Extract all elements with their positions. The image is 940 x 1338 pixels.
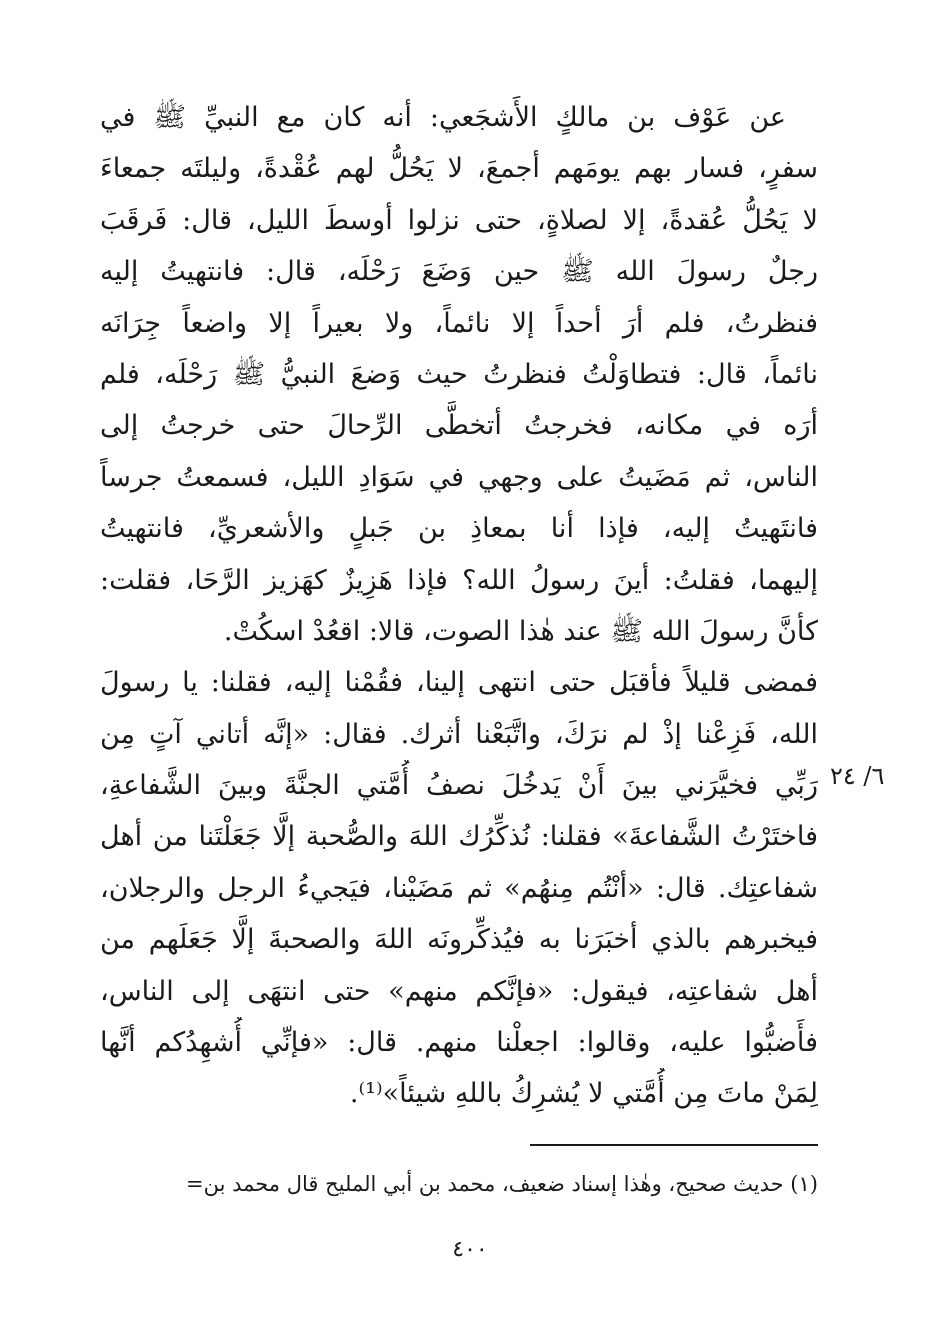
text-line: عن عَوْف بن مالكٍ الأَشجَعي: أنه كان مع النبيِّ ﷺ في	[100, 102, 786, 133]
text-line: فانتَهيتُ إليه، فإذا أنا بمعاذِ بن جَبلٍ والأشعريِّ، فانتهيتُ	[100, 513, 818, 545]
text-line: الله، فَزِعْنا إذْ لم نرَكَ، واتَّبَعْنا أثرك. فقال: «إنَّه أتاني آتٍ مِن	[100, 718, 818, 750]
footnote-divider	[530, 1144, 818, 1146]
text-line: لا يَحُلُّ عُقدةً، إلا لصلاةٍ، حتى نزلوا أوسطَ الليل، قال: فَرقَبَ	[100, 204, 818, 236]
text-line: أرَه في مكانه، فخرجتُ أتخطَّى الرِّحالَ حتى خرجتُ إلى	[100, 410, 818, 442]
text-line: رَبِّي فخيَّرَني بينَ أَنْ يَدخُلَ نصفُ أُمَّتي الجنَّةَ وبينَ الشَّفاعةِ،	[100, 770, 818, 802]
footnote: (١) حديث صحيح، وهٰذا إسناد ضعيف، محمد بن أبي المليح قال محمد بن=	[185, 1172, 818, 1196]
text-line: فاختَرْتُ الشَّفاعةَ» فقلنا: نُذكِّرُك اللهَ والصُّحبة إلَّا جَعَلْتَنا من أهل	[100, 821, 818, 853]
hadith-text-block	[100, 92, 818, 1120]
text-line: الناس، ثم مَضَيتُ على وجهي في سَوَادِ الليل، فسمعتُ جرساً	[100, 461, 818, 493]
text-line: كأنَّ رسولَ الله ﷺ عند هٰذا الصوت، قالا: اقعُدْ اسكُتْ.	[223, 615, 818, 647]
text-line: رجلٌ رسولَ الله ﷺ حين وَضَعَ رَحْلَه، قال: فانتهيتُ إليه	[100, 256, 818, 288]
margin-reference: ٦/ ٢٤	[830, 762, 885, 790]
text-line: فمضى قليلاً فأقبَل حتى انتهى إلينا، فقُمْنا إليه، فقلنا: يا رسولَ	[100, 667, 818, 699]
text-line: فأَضبُّوا عليه، وقالوا: اجعلْنا منهم. قال: «فإنِّي أُشهِدُكم أنَّها	[100, 1027, 818, 1059]
text-line: لِمَنْ ماتَ مِن أُمَّتي لا يُشرِكُ باللهِ شيئاً»⁽¹⁾.	[349, 1078, 818, 1110]
text-line: فيخبرهم بالذي أخبَرَنا به فيُذكِّرونَه اللهَ والصحبةَ إلَّا جَعَلَهم من	[100, 924, 818, 956]
text-line: نائماً، قال: فتطاوَلْتُ فنظرتُ حيث وَضعَ النبيُّ ﷺ رَحْلَه، فلم	[100, 358, 818, 390]
text-line: شفاعتِك. قال: «أنْتُم مِنهُم» ثم مَضَيْنا، فيَجيءُ الرجل والرجلان،	[100, 872, 818, 904]
text-line: إليهما، فقلتُ: أينَ رسولُ الله؟ فإذا هَزِيزٌ كهَزيز الرَّحَا، فقلت:	[100, 564, 818, 596]
text-line: سفرٍ، فسار بهم يومَهم أجمعَ، لا يَحُلُّ لهم عُقْدةً، وليلتَه جمعاءَ	[100, 153, 818, 185]
text-line: فنظرتُ، فلم أرَ أحداً إلا نائماً، ولا بعيراً إلا واضعاً جِرَانَه	[100, 307, 818, 339]
text-line: أهل شفاعتِه، فيقول: «فإنَّكم منهم» حتى انتهَى إلى الناس،	[100, 975, 818, 1007]
page-number: ٤٠٠	[452, 1237, 488, 1262]
